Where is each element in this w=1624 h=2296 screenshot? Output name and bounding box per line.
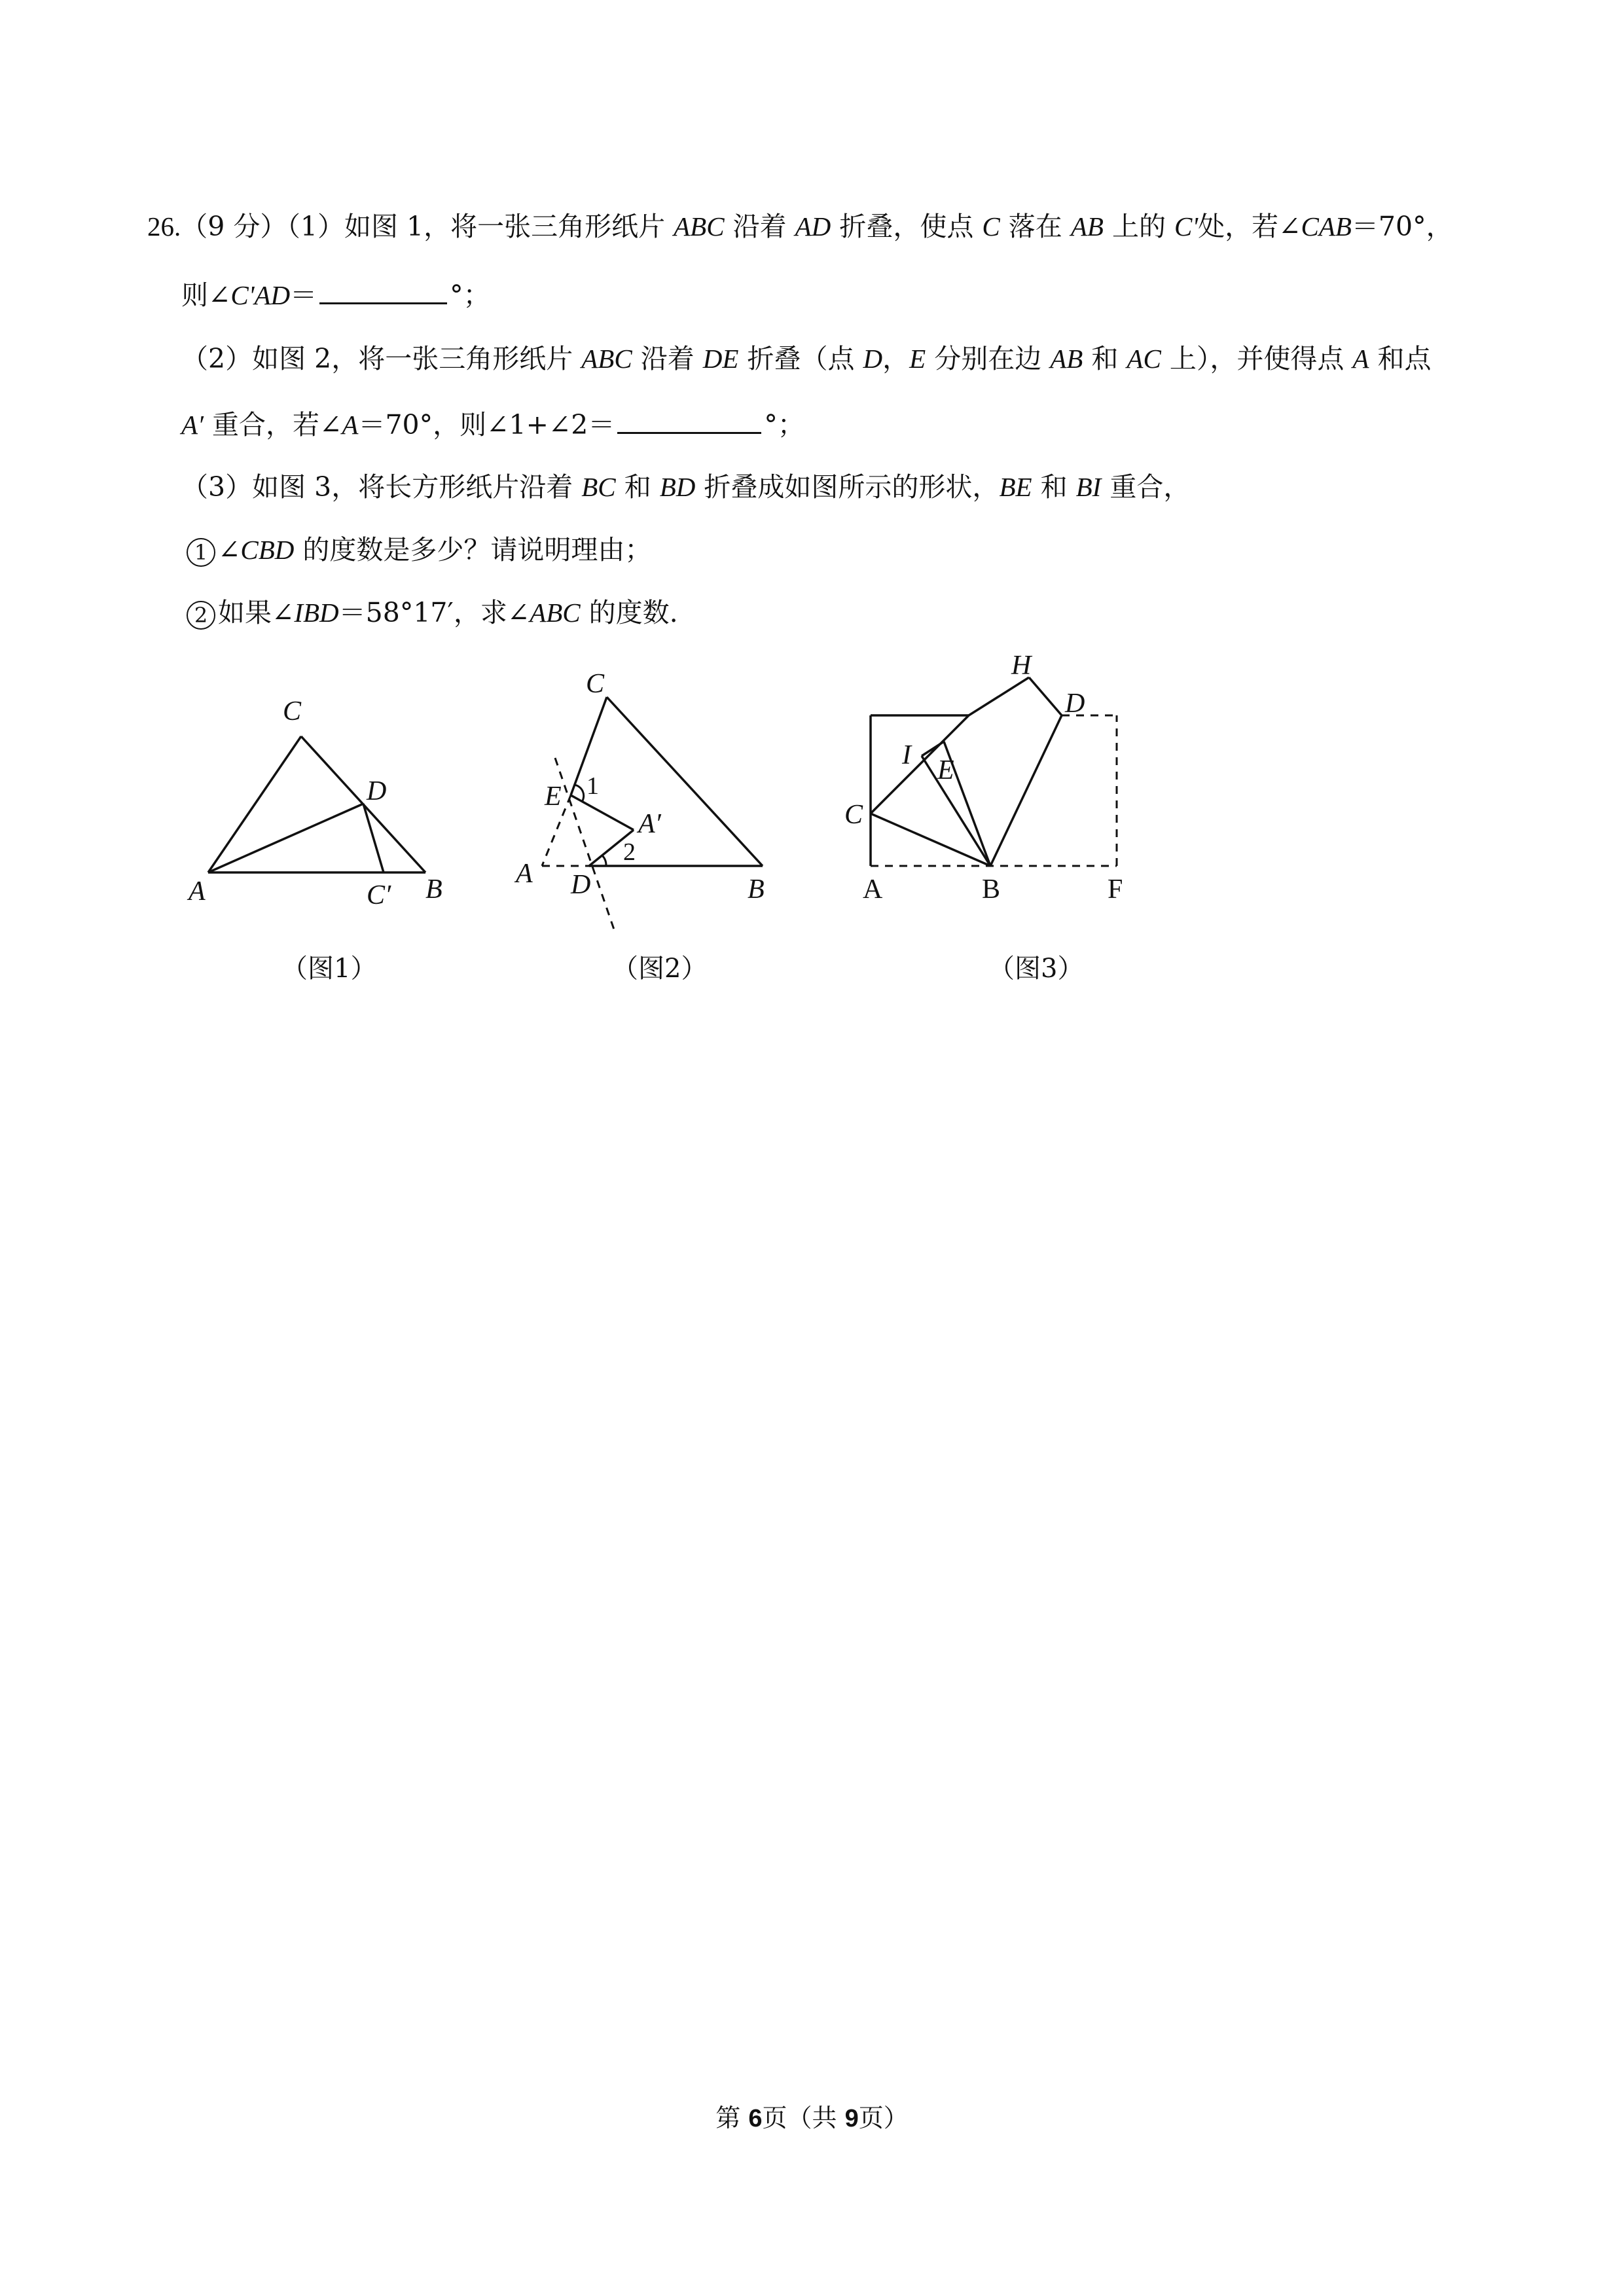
question-number: 26. (147, 211, 181, 242)
footer-text: 第 (715, 2104, 749, 2132)
fig2-label-C: C (586, 669, 605, 699)
fig3-label-I: I (902, 740, 911, 770)
page-number: 6 (748, 2105, 763, 2132)
math-var: A′ (181, 410, 204, 440)
part2-text: 上），并使得点 (1161, 343, 1353, 374)
math-var: C'AD (230, 280, 291, 310)
fig3-label-H: H (1011, 651, 1032, 681)
math-var: A (342, 410, 359, 440)
part2-label: （2） (181, 343, 253, 374)
circled-number: 2 (187, 601, 215, 630)
part1-label: （1） (287, 211, 344, 242)
math-var: AB (1050, 344, 1083, 374)
part1-text: °； (450, 279, 490, 311)
fig2-label-D: D (571, 870, 591, 900)
math-var: BD (659, 472, 696, 502)
fig3-label-E: E (937, 755, 954, 785)
part1-text: 沿着 (724, 211, 795, 242)
math-var: AB (1070, 211, 1104, 242)
math-var: ABC (530, 598, 581, 628)
fig2-label-E: E (545, 781, 562, 812)
part2-text: 折叠（点 (738, 343, 863, 374)
math-var: ABC (581, 344, 632, 374)
math-var: IBD (294, 598, 339, 628)
math-var: BI (1075, 472, 1102, 502)
part3-text: ＝58°17′，求∠ (338, 597, 530, 628)
math-var: CBD (240, 535, 295, 565)
part3-text: 的度数. (580, 597, 678, 628)
circled-number: 1 (187, 538, 215, 567)
fig3-segment-DB (990, 715, 1062, 866)
page-total: 9 (844, 2105, 859, 2132)
math-var: DE (702, 344, 739, 374)
part3-text: 如图 3，将长方形纸片沿着 (252, 471, 582, 503)
fig2-caption: （图2） (612, 954, 708, 984)
page-footer (0, 2098, 1624, 2134)
fig3-caption: （图3） (988, 954, 1084, 984)
fig3-label-B: B (982, 874, 1001, 905)
fig3-segment-top-H (969, 677, 1029, 715)
part1-text: 上的 (1103, 211, 1174, 242)
math-var: BE (999, 472, 1032, 502)
part3-text: 如果∠ (218, 597, 295, 628)
part3-text: 的度数是多少？请说明理由； (294, 534, 652, 565)
part1-text: ＝ (290, 279, 317, 311)
part2-text: 重合，若∠ (204, 409, 342, 440)
fig2-label-A2: A′ (638, 809, 661, 839)
fig2-label-1: 1 (586, 772, 599, 800)
part3-text: 折叠成如图所示的形状， (695, 471, 1000, 503)
part2-text: 和点 (1369, 343, 1432, 374)
part1-text: 落在 (1000, 211, 1071, 242)
math-var: C' (1174, 211, 1199, 242)
fig1-label-C2: C′ (367, 880, 391, 910)
footer-text: 页（共 (762, 2104, 845, 2132)
fig2-fold-line (555, 758, 614, 929)
part1-text: ＝70°， (1351, 211, 1453, 242)
fig1-label-C: C (283, 696, 302, 726)
fig3-label-D: D (1065, 689, 1085, 719)
part3-label: （3） (181, 471, 253, 503)
math-var: C (982, 211, 1000, 242)
fig3-segment-IE (922, 742, 944, 756)
math-var: A (1352, 344, 1369, 374)
part3-text: 重合， (1101, 471, 1191, 503)
math-var: D (863, 344, 883, 374)
part1-text: 折叠，使点 (831, 211, 983, 242)
part2-text: 如图 2，将一张三角形纸片 (252, 343, 582, 374)
fig3-segment-CB (871, 814, 990, 866)
fig1-label-B: B (425, 874, 442, 905)
part2-text: ＝70°，则∠1+∠2＝ (358, 409, 615, 440)
part2-text: 分别在边 (926, 343, 1051, 374)
fig3-label-F: F (1108, 874, 1123, 905)
fig2-label-2: 2 (623, 838, 636, 866)
part3-text: ∠ (218, 534, 241, 565)
math-var: AC (1127, 344, 1161, 374)
part1-text: 如图 1，将一张三角形纸片 (344, 211, 674, 242)
part3-text: 和 (615, 471, 660, 503)
part2-text: °； (764, 409, 804, 440)
math-var: ABC (674, 211, 725, 242)
math-var: CAB (1301, 211, 1352, 242)
part1-text: 则∠ (181, 279, 231, 311)
fig3-label-C: C (844, 800, 863, 830)
fig1-label-D: D (367, 776, 387, 806)
part2-text: 和 (1083, 343, 1127, 374)
math-var: AD (795, 211, 831, 242)
footer-text: 页） (858, 2104, 909, 2132)
question-score: （9 分） (181, 211, 287, 242)
fig2-angle-2-arc (602, 855, 606, 866)
fig3-segment-HD (1029, 677, 1062, 715)
fig1-label-A: A (189, 876, 206, 906)
math-var: E (909, 344, 926, 374)
fig2-label-B: B (748, 874, 765, 905)
part1-text: 处，若∠ (1198, 211, 1301, 242)
part2-text: ， (882, 343, 910, 374)
fig3-label-A: A (863, 874, 883, 905)
fig2-segment-EA2 (571, 795, 634, 830)
fig2-label-A: A (516, 859, 533, 889)
fig1-caption: （图1） (281, 954, 377, 984)
part2-text: 沿着 (632, 343, 703, 374)
math-var: BC (581, 472, 616, 502)
part3-text: 和 (1032, 471, 1076, 503)
